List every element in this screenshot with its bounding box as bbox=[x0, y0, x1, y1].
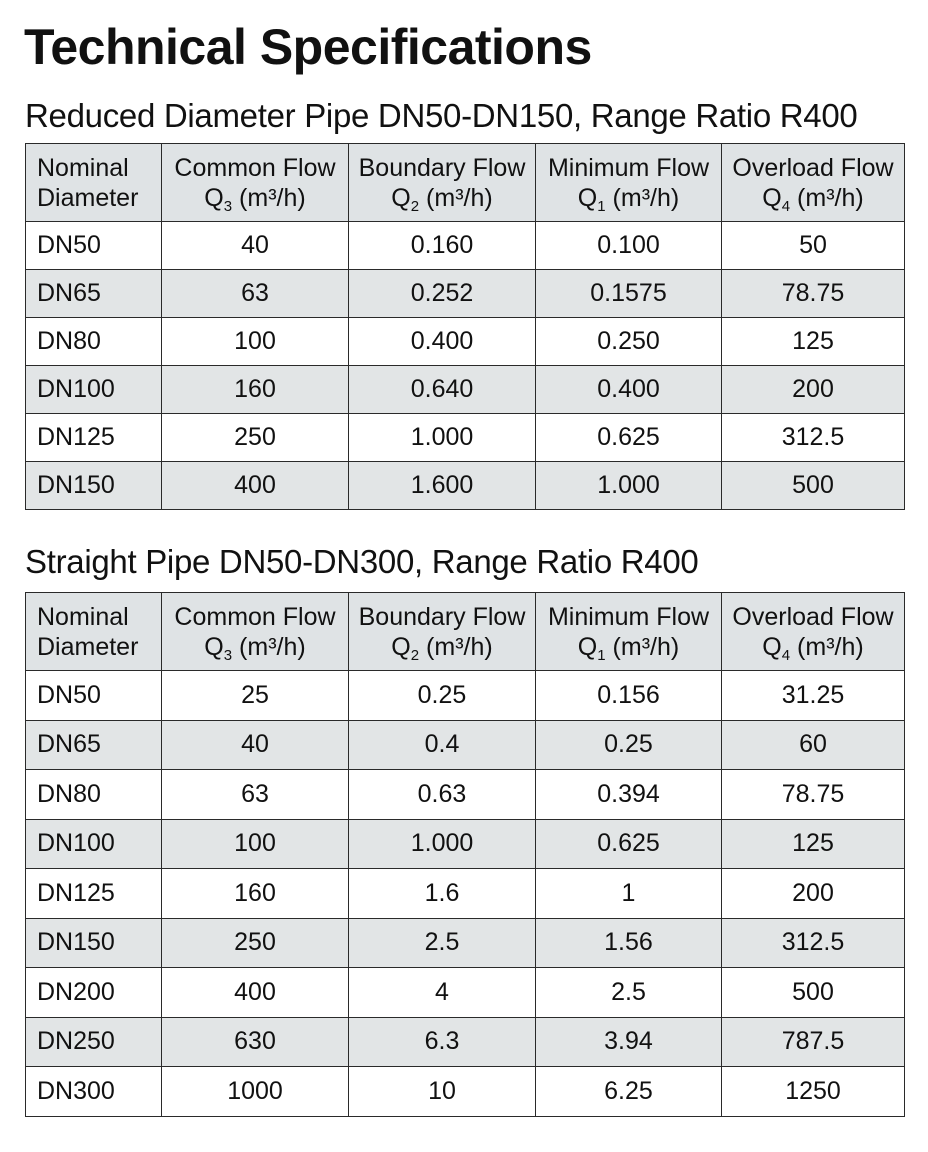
table-header-row bbox=[26, 144, 905, 222]
column-header-line1: Minimum Flow bbox=[547, 153, 710, 182]
flow-value-cell: 1.000 bbox=[536, 462, 722, 510]
flow-value-cell: 160 bbox=[162, 366, 349, 414]
flow-value-cell: 1.600 bbox=[349, 462, 536, 510]
nominal-diameter-cell: DN100 bbox=[26, 819, 162, 869]
flow-value-cell: 0.25 bbox=[536, 720, 722, 770]
table-row bbox=[26, 720, 905, 770]
flow-value-cell: 0.252 bbox=[349, 270, 536, 318]
column-header-line1: Boundary Flow bbox=[358, 153, 526, 182]
flow-symbol-subscript: 1 bbox=[597, 197, 606, 215]
flow-symbol-subscript: 2 bbox=[410, 197, 420, 215]
flow-value-cell: 787.5 bbox=[722, 1017, 905, 1067]
flow-value-cell: 78.75 bbox=[722, 770, 905, 820]
table-body bbox=[26, 671, 905, 1117]
table-body bbox=[26, 222, 905, 510]
flow-value-cell: 160 bbox=[162, 869, 349, 919]
flow-value-cell: 2.5 bbox=[349, 918, 536, 968]
flow-value-cell: 31.25 bbox=[722, 671, 905, 721]
column-header bbox=[162, 144, 349, 222]
column-header bbox=[722, 593, 905, 671]
flow-unit: (m³/h) bbox=[232, 183, 306, 212]
column-header bbox=[349, 593, 536, 671]
column-header-label: Diameter bbox=[37, 183, 139, 212]
column-header-line2 bbox=[536, 183, 721, 213]
nominal-diameter-cell: DN50 bbox=[26, 671, 162, 721]
flow-value-cell: 0.625 bbox=[536, 414, 722, 462]
section-title-straight-pipe: Straight Pipe DN50-DN300, Range Ratio R400 bbox=[25, 543, 699, 580]
flow-value-cell: 60 bbox=[722, 720, 905, 770]
table-row bbox=[26, 1067, 905, 1117]
table-row bbox=[26, 770, 905, 820]
column-header bbox=[26, 593, 162, 671]
flow-symbol: Q bbox=[762, 183, 782, 212]
column-header-line1: Common Flow bbox=[174, 153, 336, 182]
nominal-diameter-cell: DN100 bbox=[26, 366, 162, 414]
column-header-line1: Nominal bbox=[37, 602, 129, 631]
flow-value-cell: 400 bbox=[162, 462, 349, 510]
column-header-line1: Overload Flow bbox=[732, 602, 894, 631]
flow-value-cell: 250 bbox=[162, 918, 349, 968]
table-row bbox=[26, 414, 905, 462]
flow-symbol: Q bbox=[577, 632, 598, 661]
column-header-line1: Minimum Flow bbox=[547, 602, 710, 631]
flow-value-cell: 2.5 bbox=[536, 968, 722, 1018]
page-title: Technical Specifications bbox=[24, 19, 592, 75]
nominal-diameter-cell: DN80 bbox=[26, 318, 162, 366]
column-header-line2 bbox=[722, 632, 904, 662]
column-header bbox=[536, 593, 722, 671]
flow-value-cell: 63 bbox=[162, 770, 349, 820]
flow-symbol-subscript: 4 bbox=[781, 197, 791, 215]
flow-value-cell: 0.400 bbox=[536, 366, 722, 414]
flow-value-cell: 312.5 bbox=[722, 918, 905, 968]
flow-value-cell: 250 bbox=[162, 414, 349, 462]
flow-symbol: Q bbox=[204, 632, 224, 661]
table-row bbox=[26, 270, 905, 318]
flow-value-cell: 0.25 bbox=[349, 671, 536, 721]
flow-value-cell: 0.100 bbox=[536, 222, 722, 270]
table-row bbox=[26, 366, 905, 414]
flow-value-cell: 1.000 bbox=[349, 819, 536, 869]
nominal-diameter-cell: DN200 bbox=[26, 968, 162, 1018]
flow-value-cell: 500 bbox=[722, 968, 905, 1018]
nominal-diameter-cell: DN65 bbox=[26, 270, 162, 318]
nominal-diameter-cell: DN65 bbox=[26, 720, 162, 770]
table-row bbox=[26, 462, 905, 510]
column-header-line2 bbox=[349, 183, 535, 213]
flow-symbol-subscript: 3 bbox=[223, 197, 233, 215]
flow-value-cell: 1.000 bbox=[349, 414, 536, 462]
table-row bbox=[26, 222, 905, 270]
column-header bbox=[349, 144, 536, 222]
flow-value-cell: 0.156 bbox=[536, 671, 722, 721]
column-header-line1: Overload Flow bbox=[732, 153, 894, 182]
flow-symbol: Q bbox=[204, 183, 224, 212]
column-header-line1: Boundary Flow bbox=[358, 602, 526, 631]
flow-value-cell: 6.25 bbox=[536, 1067, 722, 1117]
column-header-label: Diameter bbox=[37, 632, 139, 661]
flow-value-cell: 0.63 bbox=[349, 770, 536, 820]
flow-symbol-subscript: 4 bbox=[781, 646, 791, 664]
flow-value-cell: 3.94 bbox=[536, 1017, 722, 1067]
column-header-line1: Nominal bbox=[37, 153, 129, 182]
flow-symbol: Q bbox=[577, 183, 598, 212]
flow-value-cell: 0.1575 bbox=[536, 270, 722, 318]
table-row bbox=[26, 869, 905, 919]
nominal-diameter-cell: DN150 bbox=[26, 918, 162, 968]
flow-symbol-subscript: 1 bbox=[597, 646, 606, 664]
nominal-diameter-cell: DN125 bbox=[26, 869, 162, 919]
table-header-row bbox=[26, 593, 905, 671]
column-header-line2 bbox=[536, 632, 721, 662]
flow-value-cell: 0.160 bbox=[349, 222, 536, 270]
column-header-line2 bbox=[349, 632, 535, 662]
column-header-line2 bbox=[722, 183, 904, 213]
column-header-line2 bbox=[37, 632, 161, 662]
flow-value-cell: 0.400 bbox=[349, 318, 536, 366]
flow-value-cell: 6.3 bbox=[349, 1017, 536, 1067]
column-header bbox=[536, 144, 722, 222]
flow-value-cell: 1000 bbox=[162, 1067, 349, 1117]
nominal-diameter-cell: DN250 bbox=[26, 1017, 162, 1067]
flow-symbol-subscript: 3 bbox=[223, 646, 233, 664]
flow-unit: (m³/h) bbox=[790, 183, 864, 212]
flow-unit: (m³/h) bbox=[605, 183, 680, 212]
flow-value-cell: 312.5 bbox=[722, 414, 905, 462]
table-row bbox=[26, 918, 905, 968]
table-row bbox=[26, 671, 905, 721]
flow-value-cell: 0.625 bbox=[536, 819, 722, 869]
nominal-diameter-cell: DN125 bbox=[26, 414, 162, 462]
flow-value-cell: 63 bbox=[162, 270, 349, 318]
column-header-line2 bbox=[162, 183, 348, 213]
flow-value-cell: 200 bbox=[722, 869, 905, 919]
nominal-diameter-cell: DN50 bbox=[26, 222, 162, 270]
column-header bbox=[722, 144, 905, 222]
flow-symbol: Q bbox=[762, 632, 782, 661]
flow-symbol-subscript: 2 bbox=[410, 646, 420, 664]
flow-value-cell: 0.394 bbox=[536, 770, 722, 820]
flow-value-cell: 100 bbox=[162, 819, 349, 869]
spec-table-straight-pipe bbox=[25, 592, 905, 1117]
flow-value-cell: 25 bbox=[162, 671, 349, 721]
table-row bbox=[26, 1017, 905, 1067]
flow-symbol: Q bbox=[391, 632, 411, 661]
nominal-diameter-cell: DN150 bbox=[26, 462, 162, 510]
nominal-diameter-cell: DN80 bbox=[26, 770, 162, 820]
spec-table-reduced-diameter bbox=[25, 143, 905, 510]
flow-value-cell: 0.4 bbox=[349, 720, 536, 770]
flow-symbol: Q bbox=[391, 183, 411, 212]
flow-value-cell: 4 bbox=[349, 968, 536, 1018]
flow-unit: (m³/h) bbox=[605, 632, 680, 661]
flow-unit: (m³/h) bbox=[419, 632, 493, 661]
column-header bbox=[162, 593, 349, 671]
flow-value-cell: 125 bbox=[722, 318, 905, 366]
flow-value-cell: 40 bbox=[162, 222, 349, 270]
flow-value-cell: 100 bbox=[162, 318, 349, 366]
flow-value-cell: 1 bbox=[536, 869, 722, 919]
flow-value-cell: 400 bbox=[162, 968, 349, 1018]
column-header-line1: Common Flow bbox=[174, 602, 336, 631]
column-header-line2 bbox=[162, 632, 348, 662]
flow-value-cell: 0.250 bbox=[536, 318, 722, 366]
flow-unit: (m³/h) bbox=[232, 632, 306, 661]
column-header bbox=[26, 144, 162, 222]
flow-value-cell: 125 bbox=[722, 819, 905, 869]
flow-value-cell: 40 bbox=[162, 720, 349, 770]
flow-value-cell: 500 bbox=[722, 462, 905, 510]
table-row bbox=[26, 819, 905, 869]
section-title-reduced-diameter: Reduced Diameter Pipe DN50-DN150, Range Ratio R400 bbox=[25, 97, 858, 134]
flow-value-cell: 78.75 bbox=[722, 270, 905, 318]
nominal-diameter-cell: DN300 bbox=[26, 1067, 162, 1117]
flow-value-cell: 1.6 bbox=[349, 869, 536, 919]
flow-value-cell: 630 bbox=[162, 1017, 349, 1067]
column-header-line2 bbox=[37, 183, 161, 213]
flow-value-cell: 1250 bbox=[722, 1067, 905, 1117]
flow-value-cell: 50 bbox=[722, 222, 905, 270]
flow-value-cell: 1.56 bbox=[536, 918, 722, 968]
flow-value-cell: 0.640 bbox=[349, 366, 536, 414]
table-row bbox=[26, 318, 905, 366]
table-row bbox=[26, 968, 905, 1018]
flow-value-cell: 200 bbox=[722, 366, 905, 414]
flow-value-cell: 10 bbox=[349, 1067, 536, 1117]
flow-unit: (m³/h) bbox=[419, 183, 493, 212]
flow-unit: (m³/h) bbox=[790, 632, 864, 661]
